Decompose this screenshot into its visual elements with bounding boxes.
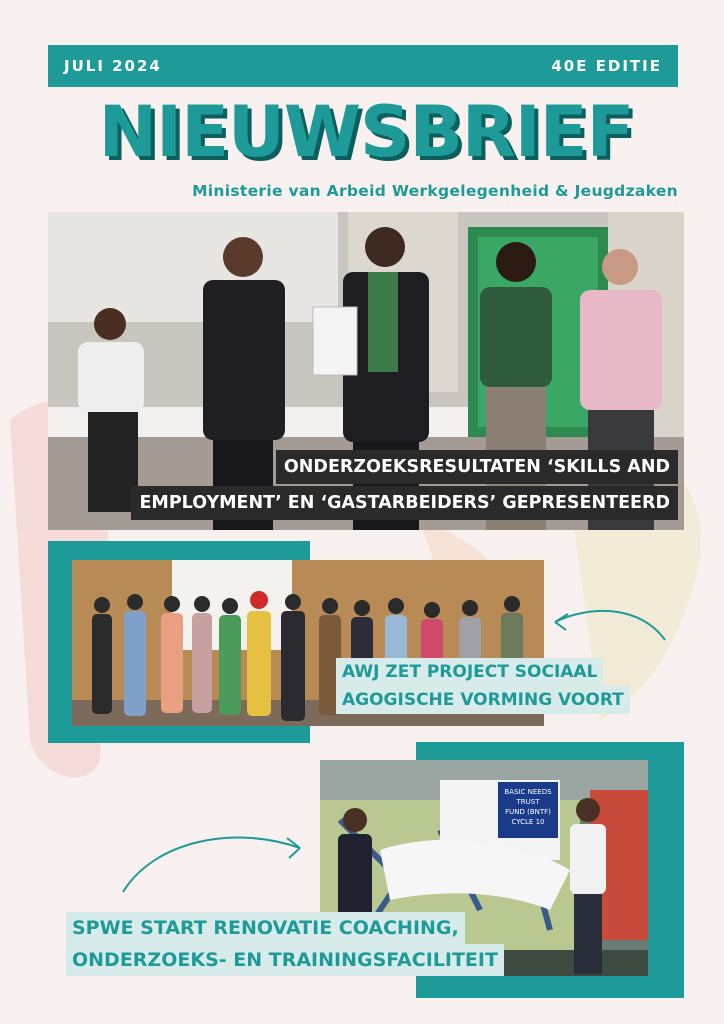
ministry-subtitle: Ministerie van Arbeid Werkgelegenheid & Jeugdzaken [192,182,678,200]
article-1-line-2: EMPLOYMENT’ EN ‘GASTARBEIDERS’ GEPRESENTEERD [131,486,678,520]
curved-arrow-icon [540,600,670,650]
article-3-line-1: SPWE START RENOVATIE COACHING, [66,912,465,944]
issue-edition: 40E EDITIE [551,57,662,75]
article-2-caption [336,658,630,714]
article-2-line-1: AWJ ZET PROJECT SOCIAAL [336,658,603,686]
article-3-line-2: ONDERZOEKS- EN TRAININGSFACILITEIT [66,944,504,976]
header-bar [48,45,678,87]
article-1-caption [131,450,678,522]
newsletter-title: NIEUWSBRIEF [98,91,634,173]
curved-arrow-icon-2 [115,820,315,900]
article-2-line-2: AGOGISCHE VORMING VOORT [336,686,630,714]
article-1-line-1: ONDERZOEKSRESULTATEN ‘SKILLS AND [276,450,678,484]
issue-date: JULI 2024 [64,57,162,75]
banner-line-3: FUND (BNTF) [505,808,551,816]
article-3-caption [66,912,504,976]
banner-line-1: BASIC NEEDS [504,788,552,796]
banner-line-2: TRUST [516,798,540,806]
banner-line-4: CYCLE 10 [511,818,545,826]
